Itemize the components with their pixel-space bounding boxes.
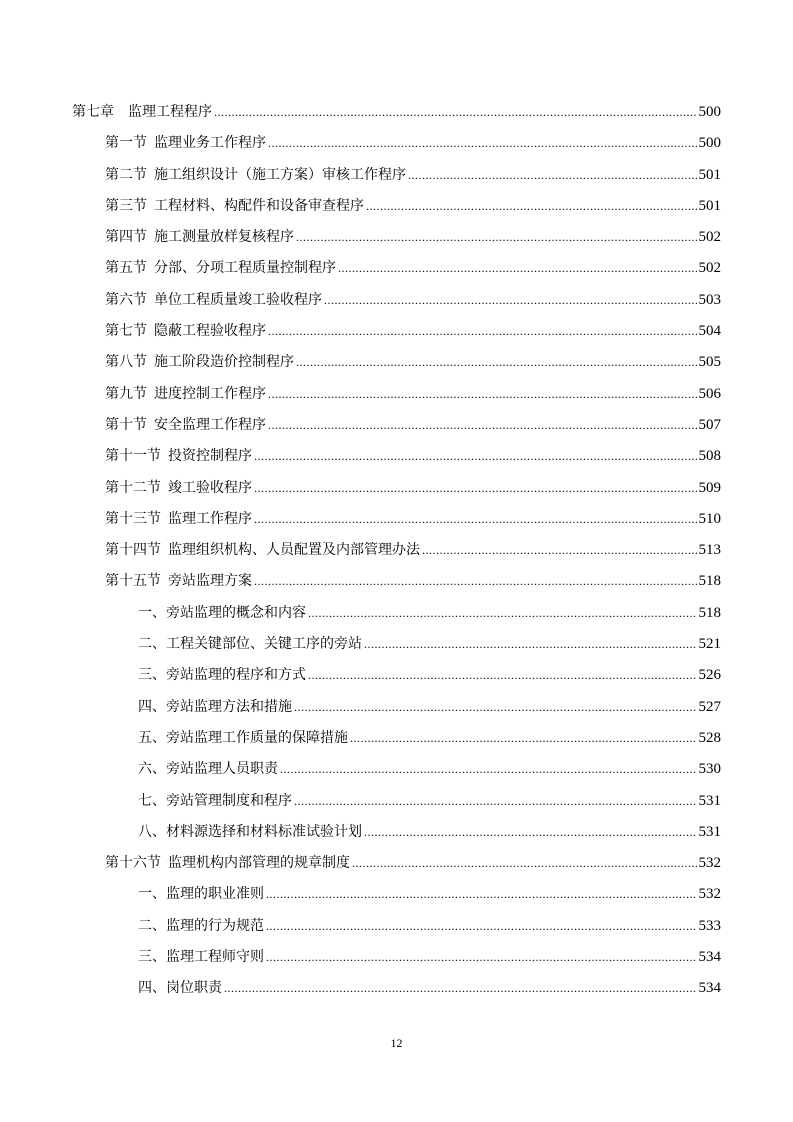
toc-entry-number: 第七节: [105, 323, 147, 340]
toc-page-number: 510: [698, 510, 721, 527]
toc-entry-14[interactable]: [0, 504, 793, 535]
toc-entry-title: 二、监理的行为规范: [138, 917, 264, 934]
toc-dot-leader: [296, 347, 697, 378]
toc-entry-4[interactable]: [0, 191, 793, 222]
toc-entry-number: 第十节: [105, 416, 147, 433]
toc-page-number: 518: [698, 604, 721, 621]
toc-dot-leader: [268, 316, 697, 347]
toc-page-number: 500: [698, 135, 721, 152]
toc-entry-title: 工程材料、构配件和设备审查程序: [154, 197, 364, 214]
toc-entry-17[interactable]: [0, 598, 793, 629]
toc-dot-leader: [224, 973, 697, 1004]
toc-entry-number: 第五节: [105, 260, 147, 277]
toc-entry-29[interactable]: [0, 973, 793, 1004]
toc-entry-title: 监理组织机构、人员配置及内部管理办法: [168, 542, 420, 559]
toc-entry-19[interactable]: [0, 660, 793, 691]
table-of-contents: [0, 97, 793, 1005]
toc-entry-title: 施工组织设计（施工方案）审核工作程序: [154, 166, 406, 183]
toc-page-number: 526: [698, 667, 721, 684]
toc-entry-number: 第十一节: [105, 448, 161, 465]
toc-entry-number: 第一节: [105, 135, 147, 152]
toc-dot-leader: [294, 786, 697, 817]
toc-entry-number: 第十三节: [105, 510, 161, 527]
toc-entry-22[interactable]: [0, 754, 793, 785]
toc-entry-title: 安全监理工作程序: [154, 416, 266, 433]
toc-entry-title: 四、旁站监理方法和措施: [138, 698, 292, 715]
toc-dot-leader: [422, 535, 697, 566]
toc-page-number: 501: [698, 197, 721, 214]
toc-entry-title: 监理机构内部管理的规章制度: [168, 855, 350, 872]
toc-page-number: 521: [698, 636, 721, 653]
toc-entry-16[interactable]: [0, 566, 793, 597]
toc-page-number: 532: [698, 855, 721, 872]
toc-dot-leader: [364, 629, 697, 660]
toc-dot-leader: [254, 473, 697, 504]
toc-entry-title: 竣工验收程序: [168, 479, 252, 496]
toc-page-number: 528: [698, 729, 721, 746]
toc-page-number: 534: [698, 980, 721, 997]
toc-entry-12[interactable]: [0, 441, 793, 472]
toc-entry-2[interactable]: [0, 128, 793, 159]
toc-entry-title: 施工测量放样复核程序: [154, 229, 294, 246]
toc-page-number: 506: [698, 385, 721, 402]
toc-entry-number: 第二节: [105, 166, 147, 183]
toc-dot-leader: [254, 504, 697, 535]
toc-dot-leader: [350, 723, 697, 754]
toc-entry-27[interactable]: [0, 911, 793, 942]
toc-entry-28[interactable]: [0, 942, 793, 973]
toc-dot-leader: [254, 566, 697, 597]
toc-page-number: 502: [698, 229, 721, 246]
toc-dot-leader: [364, 817, 697, 848]
toc-entry-8[interactable]: [0, 316, 793, 347]
toc-dot-leader: [352, 848, 697, 879]
toc-page-number: 531: [698, 823, 721, 840]
toc-entry-number: 第四节: [105, 229, 147, 246]
toc-page-number: 505: [698, 354, 721, 371]
toc-dot-leader: [268, 128, 697, 159]
toc-dot-leader: [408, 160, 697, 191]
toc-entry-title: 单位工程质量竣工验收程序: [154, 291, 322, 308]
toc-entry-18[interactable]: [0, 629, 793, 660]
toc-entry-number: 第三节: [105, 197, 147, 214]
toc-dot-leader: [308, 598, 697, 629]
toc-entry-title: 二、工程关键部位、关键工序的旁站: [138, 636, 362, 653]
toc-entry-24[interactable]: [0, 817, 793, 848]
toc-entry-title: 八、材料源选择和材料标准试验计划: [138, 823, 362, 840]
toc-entry-title: 五、旁站监理工作质量的保障措施: [138, 729, 348, 746]
toc-page-number: 507: [698, 416, 721, 433]
toc-entry-title: 投资控制程序: [168, 448, 252, 465]
toc-entry-title: 三、旁站监理的程序和方式: [138, 667, 306, 684]
toc-page-number: 530: [698, 761, 721, 778]
toc-page-number: 533: [698, 917, 721, 934]
toc-entry-3[interactable]: [0, 160, 793, 191]
toc-entry-title: 七、旁站管理制度和程序: [138, 792, 292, 809]
toc-dot-leader: [268, 379, 697, 410]
toc-entry-title: 一、旁站监理的概念和内容: [138, 604, 306, 621]
toc-entry-15[interactable]: [0, 535, 793, 566]
toc-page-number: 534: [698, 949, 721, 966]
toc-entry-title: 进度控制工作程序: [154, 385, 266, 402]
toc-dot-leader: [280, 754, 697, 785]
toc-page-number: 502: [698, 260, 721, 277]
toc-entry-number: 第六节: [105, 291, 147, 308]
toc-entry-11[interactable]: [0, 410, 793, 441]
toc-dot-leader: [338, 253, 697, 284]
toc-entry-title: 监理业务工作程序: [154, 135, 266, 152]
toc-page-number: 501: [698, 166, 721, 183]
toc-dot-leader: [294, 692, 697, 723]
toc-entry-number: 第十五节: [105, 573, 161, 590]
toc-entry-23[interactable]: [0, 786, 793, 817]
toc-dot-leader: [254, 441, 697, 472]
toc-entry-number: 第七章: [72, 104, 114, 120]
toc-page-number: 500: [698, 104, 721, 120]
toc-entry-6[interactable]: [0, 253, 793, 284]
toc-entry-7[interactable]: [0, 285, 793, 316]
toc-dot-leader: [266, 911, 697, 942]
toc-entry-number: 第十四节: [105, 542, 161, 559]
toc-entry-title: 六、旁站监理人员职责: [138, 761, 278, 778]
toc-entry-21[interactable]: [0, 723, 793, 754]
toc-entry-13[interactable]: [0, 473, 793, 504]
toc-entry-title: 施工阶段造价控制程序: [154, 354, 294, 371]
toc-entry-title: 四、岗位职责: [138, 980, 222, 997]
toc-page-number: 527: [698, 698, 721, 715]
toc-entry-title: 监理工程程序: [128, 104, 212, 120]
toc-dot-leader: [324, 285, 697, 316]
toc-entry-9[interactable]: [0, 347, 793, 378]
toc-entry-title: 三、监理工程师守则: [138, 949, 264, 966]
toc-dot-leader: [296, 222, 697, 253]
toc-entry-1[interactable]: [0, 97, 793, 128]
toc-entry-number: 第十二节: [105, 479, 161, 496]
toc-page-number: 504: [698, 323, 721, 340]
toc-dot-leader: [214, 97, 697, 128]
toc-page-number: 518: [698, 573, 721, 590]
toc-dot-leader: [366, 191, 697, 222]
toc-entry-10[interactable]: [0, 379, 793, 410]
page-number-footer: 12: [390, 1036, 403, 1050]
toc-entry-title: 一、监理的职业准则: [138, 886, 264, 903]
toc-page-number: 531: [698, 792, 721, 809]
toc-page-number: 503: [698, 291, 721, 308]
toc-entry-20[interactable]: [0, 692, 793, 723]
toc-page-number: 509: [698, 479, 721, 496]
toc-entry-26[interactable]: [0, 879, 793, 910]
toc-page-number: 513: [698, 542, 721, 559]
toc-dot-leader: [266, 942, 697, 973]
toc-entry-title: 隐蔽工程验收程序: [154, 323, 266, 340]
toc-page-number: 508: [698, 448, 721, 465]
toc-entry-5[interactable]: [0, 222, 793, 253]
toc-entry-number: 第十六节: [105, 855, 161, 872]
toc-dot-leader: [268, 410, 697, 441]
toc-page-number: 532: [698, 886, 721, 903]
toc-entry-25[interactable]: [0, 848, 793, 879]
toc-dot-leader: [308, 660, 697, 691]
toc-entry-number: 第九节: [105, 385, 147, 402]
toc-entry-title: 监理工作程序: [168, 510, 252, 527]
toc-entry-title: 旁站监理方案: [168, 573, 252, 590]
toc-entry-title: 分部、分项工程质量控制程序: [154, 260, 336, 277]
toc-entry-number: 第八节: [105, 354, 147, 371]
toc-dot-leader: [266, 879, 697, 910]
